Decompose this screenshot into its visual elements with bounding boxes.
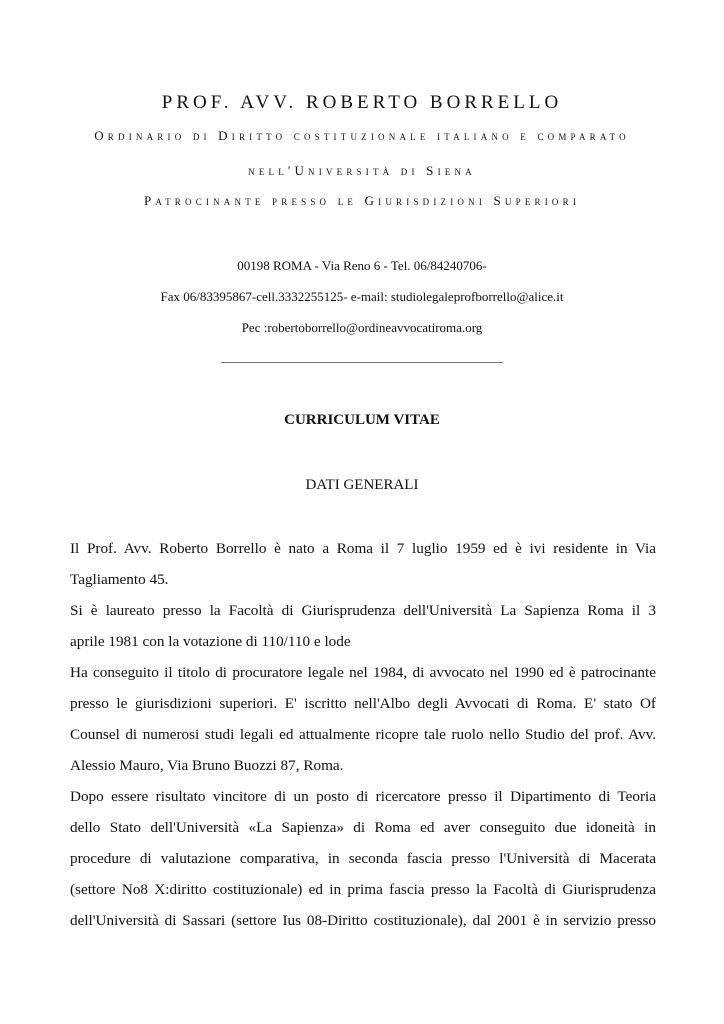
body-line: Dopo essere risultato vincitore di un posto di ricercatore presso il Dipartimento di Teoria: [70, 788, 656, 805]
body-line: Ha conseguito il titolo di procuratore legale nel 1984, di avvocato nel 1990 ed è patrocinante: [70, 664, 656, 681]
body-text: [70, 537, 656, 940]
section-title: CURRICULUM VITAE: [284, 412, 440, 428]
body-line: aprile 1981 con la votazione di 110/110 e lode: [70, 633, 351, 650]
body-line: Tagliamento 45.: [70, 571, 169, 588]
subtitle-courts: Patrocinante presso le Giurisdizioni Superiori: [143, 193, 581, 208]
body-line: Counsel di numerosi studi legali ed attualmente ricopre tale ruolo nello Studio del prof. Avv.: [70, 726, 656, 743]
body-line: Il Prof. Avv. Roberto Borrello è nato a Roma il 7 luglio 1959 ed è ivi residente in Via: [70, 540, 656, 557]
body-line: dello Stato dell'Università «La Sapienza» di Roma ed aver conseguito due idoneità in: [70, 819, 656, 836]
pec-line: Pec :robertoborrello@ordineavvocatiroma.org: [241, 320, 483, 335]
subtitle-position: Ordinario di Diritto costituzionale italiano e comparato: [94, 128, 630, 143]
body-line: Si è laureato presso la Facoltà di Giurisprudenza dell'Università La Sapienza Roma il 3: [70, 602, 656, 619]
body-line: (settore No8 X:diritto costituzionale) ed in prima fascia presso la Facoltà di Giurisprudenza: [70, 881, 656, 898]
email-link[interactable]: studiolegaleprofborrello@alice.it: [390, 289, 564, 304]
divider-rule: _______________________________________________: [221, 350, 503, 364]
body-line: Alessio Mauro, Via Bruno Buozzi 87, Roma.: [70, 757, 344, 774]
subtitle-university: nell'Università di Siena: [248, 163, 476, 178]
fax-cell-text: Fax 06/83395867-cell.3332255125- e-mail:: [160, 289, 391, 304]
contact-line: [0, 289, 724, 305]
subsection-title: DATI GENERALI: [305, 477, 419, 493]
author-name: PROF. AVV. ROBERTO BORRELLO: [161, 92, 563, 113]
address-line: 00198 ROMA - Via Reno 6 - Tel. 06/84240706-: [237, 258, 487, 273]
body-line: procedure di valutazione comparativa, in seconda fascia presso l'Università di Macerata: [70, 850, 656, 867]
body-line: presso le giurisdizioni superiori. E' iscritto nell'Albo degli Avvocati di Roma. E' stato Of: [70, 695, 656, 712]
body-line: dell'Università di Sassari (settore Ius 08-Diritto costituzionale), dal 2001 è in servizio presso: [70, 912, 656, 929]
